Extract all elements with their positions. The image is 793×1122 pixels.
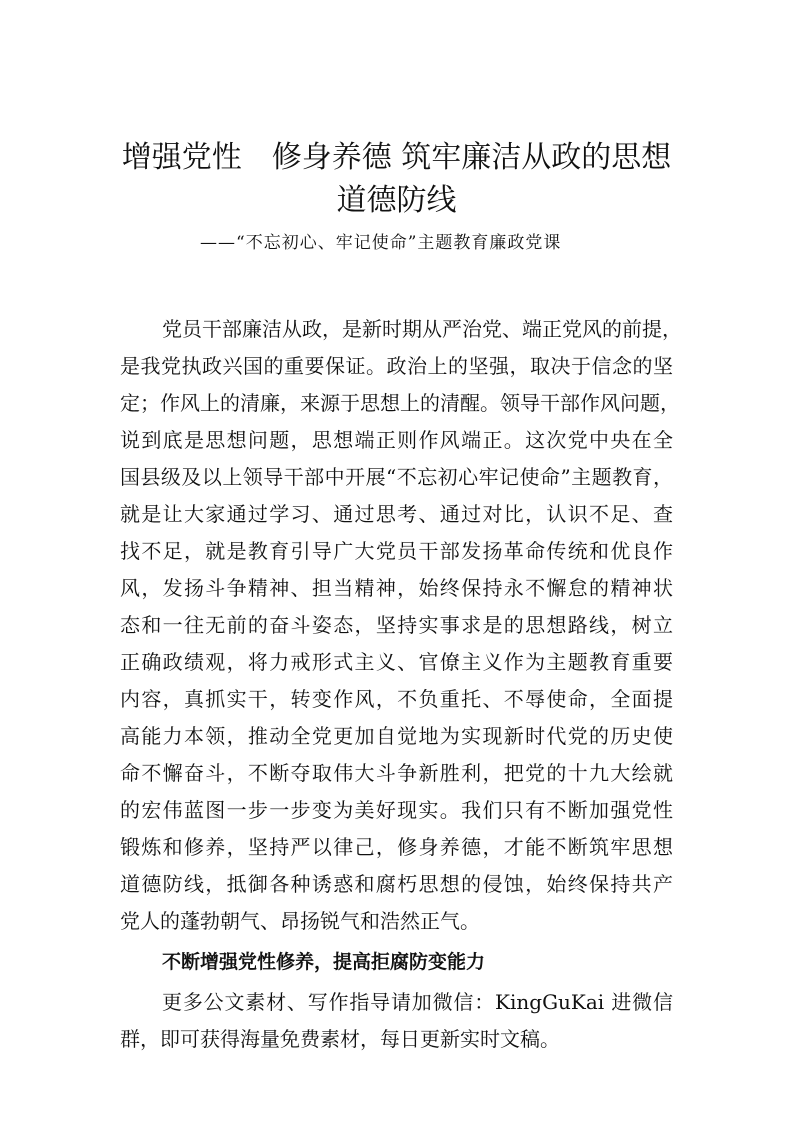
paragraph-line: 国县级及以上领导干部中开展“不忘初心牢记使命”主题教育， (120, 465, 673, 489)
paragraph-line: 说到底是思想问题，思想端正则作风端正。这次党中央在全 (120, 428, 673, 452)
paragraph-line: 高能力本领，推动全党更加自觉地为实现新时代党的历史使 (120, 724, 673, 748)
paragraph-2 (120, 984, 673, 1058)
document-subtitle: ——“不忘初心、牢记使命”主题教育廉政党课 (200, 233, 562, 253)
paragraph-line: 锻炼和修养，坚持严以律己，修身养德，才能不断筑牢思想 (120, 835, 673, 859)
paragraph-line: 党员干部廉洁从政，是新时期从严治党、端正党风的前提， (162, 317, 682, 341)
paragraph-line: 找不足，就是教育引导广大党员干部发扬革命传统和优良作 (120, 539, 673, 563)
paragraph-line: 内容，真抓实干，转变作风，不负重托、不辱使命，全面提 (120, 687, 673, 711)
document-body (120, 311, 682, 1058)
paragraph-line: 风，发扬斗争精神、担当精神，始终保持永不懈怠的精神状 (120, 576, 673, 600)
paragraph-line: 群，即可获得海量免费素材，每日更新实时文稿。 (120, 1027, 560, 1051)
paragraph-1 (120, 311, 682, 940)
paragraph-line: 态和一往无前的奋斗姿态，坚持实事求是的思想路线，树立 (120, 613, 673, 637)
paragraph-line: 命不懈奋斗，不断夺取伟大斗争新胜利，把党的十九大绘就 (120, 761, 673, 785)
document-title-line-2: 道德防线 (336, 183, 457, 218)
paragraph-line: 更多公文素材、写作指导请加微信：KingGuKai 进微信 (162, 990, 673, 1014)
paragraph-line: 就是让大家通过学习、通过思考、通过对比，认识不足、查 (120, 502, 673, 526)
paragraph-line: 道德防线，抵御各种诱惑和腐朽思想的侵蚀，始终保持共产 (120, 872, 673, 896)
paragraph-line: 定；作风上的清廉，来源于思想上的清醒。领导干部作风问题， (120, 391, 680, 415)
document-title-line-1: 增强党性 修身养德 筑牢廉洁从政的思想 (121, 140, 672, 175)
paragraph-line: 党人的蓬勃朝气、昂扬锐气和浩然正气。 (120, 909, 480, 933)
paragraph-line: 的宏伟蓝图一步一步变为美好现实。我们只有不断加强党性 (120, 798, 673, 822)
section-heading: 不断增强党性修养，提高拒腐防变能力 (162, 951, 486, 973)
paragraph-line: 正确政绩观，将力戒形式主义、官僚主义作为主题教育重要 (120, 650, 673, 674)
paragraph-line: 是我党执政兴国的重要保证。政治上的坚强，取决于信念的坚 (120, 354, 673, 378)
